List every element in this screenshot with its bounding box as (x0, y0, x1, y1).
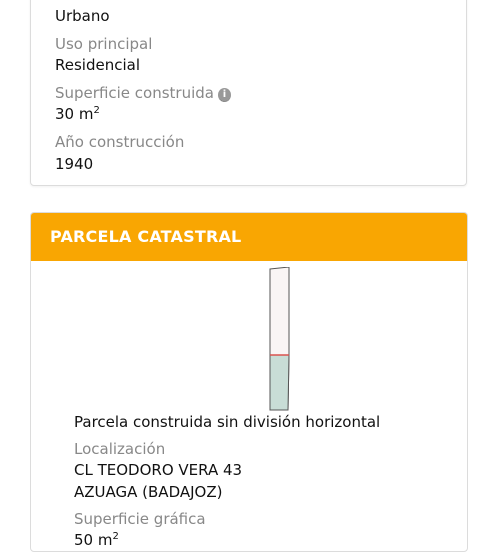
superficie-construida-label (55, 84, 231, 102)
localizacion-line2: AZUAGA (BADAJOZ) (74, 483, 223, 501)
info-icon[interactable]: i (218, 88, 231, 102)
anio-construccion-label: Año construcción (55, 133, 185, 151)
superficie-grafica-number: 50 m (74, 531, 113, 549)
parcela-description: Parcela construida sin división horizontal (74, 413, 381, 431)
parcela-catastral-card (30, 212, 468, 552)
building-type-value: Urbano (55, 7, 110, 25)
built-area (270, 355, 289, 410)
superficie-construida-value (55, 105, 100, 123)
uso-principal-value: Residencial (55, 56, 140, 74)
parcela-catastral-header: PARCELA CATASTRAL (31, 213, 467, 261)
superficie-construida-number: 30 m (55, 105, 94, 123)
localizacion-label: Localización (74, 440, 166, 458)
anio-construccion-value: 1940 (55, 155, 94, 173)
superficie-grafica-value (74, 531, 119, 549)
uso-principal-label: Uso principal (55, 35, 153, 53)
superficie-construida-exp: 2 (93, 105, 100, 116)
superficie-grafica-label: Superficie gráfica (74, 510, 206, 528)
superficie-construida-label-text: Superficie construida (55, 84, 214, 102)
localizacion-line1: CL TEODORO VERA 43 (74, 461, 243, 479)
superficie-grafica-exp: 2 (112, 531, 119, 542)
building-info-card (30, 0, 467, 186)
parcel-plan-drawing (261, 267, 293, 413)
